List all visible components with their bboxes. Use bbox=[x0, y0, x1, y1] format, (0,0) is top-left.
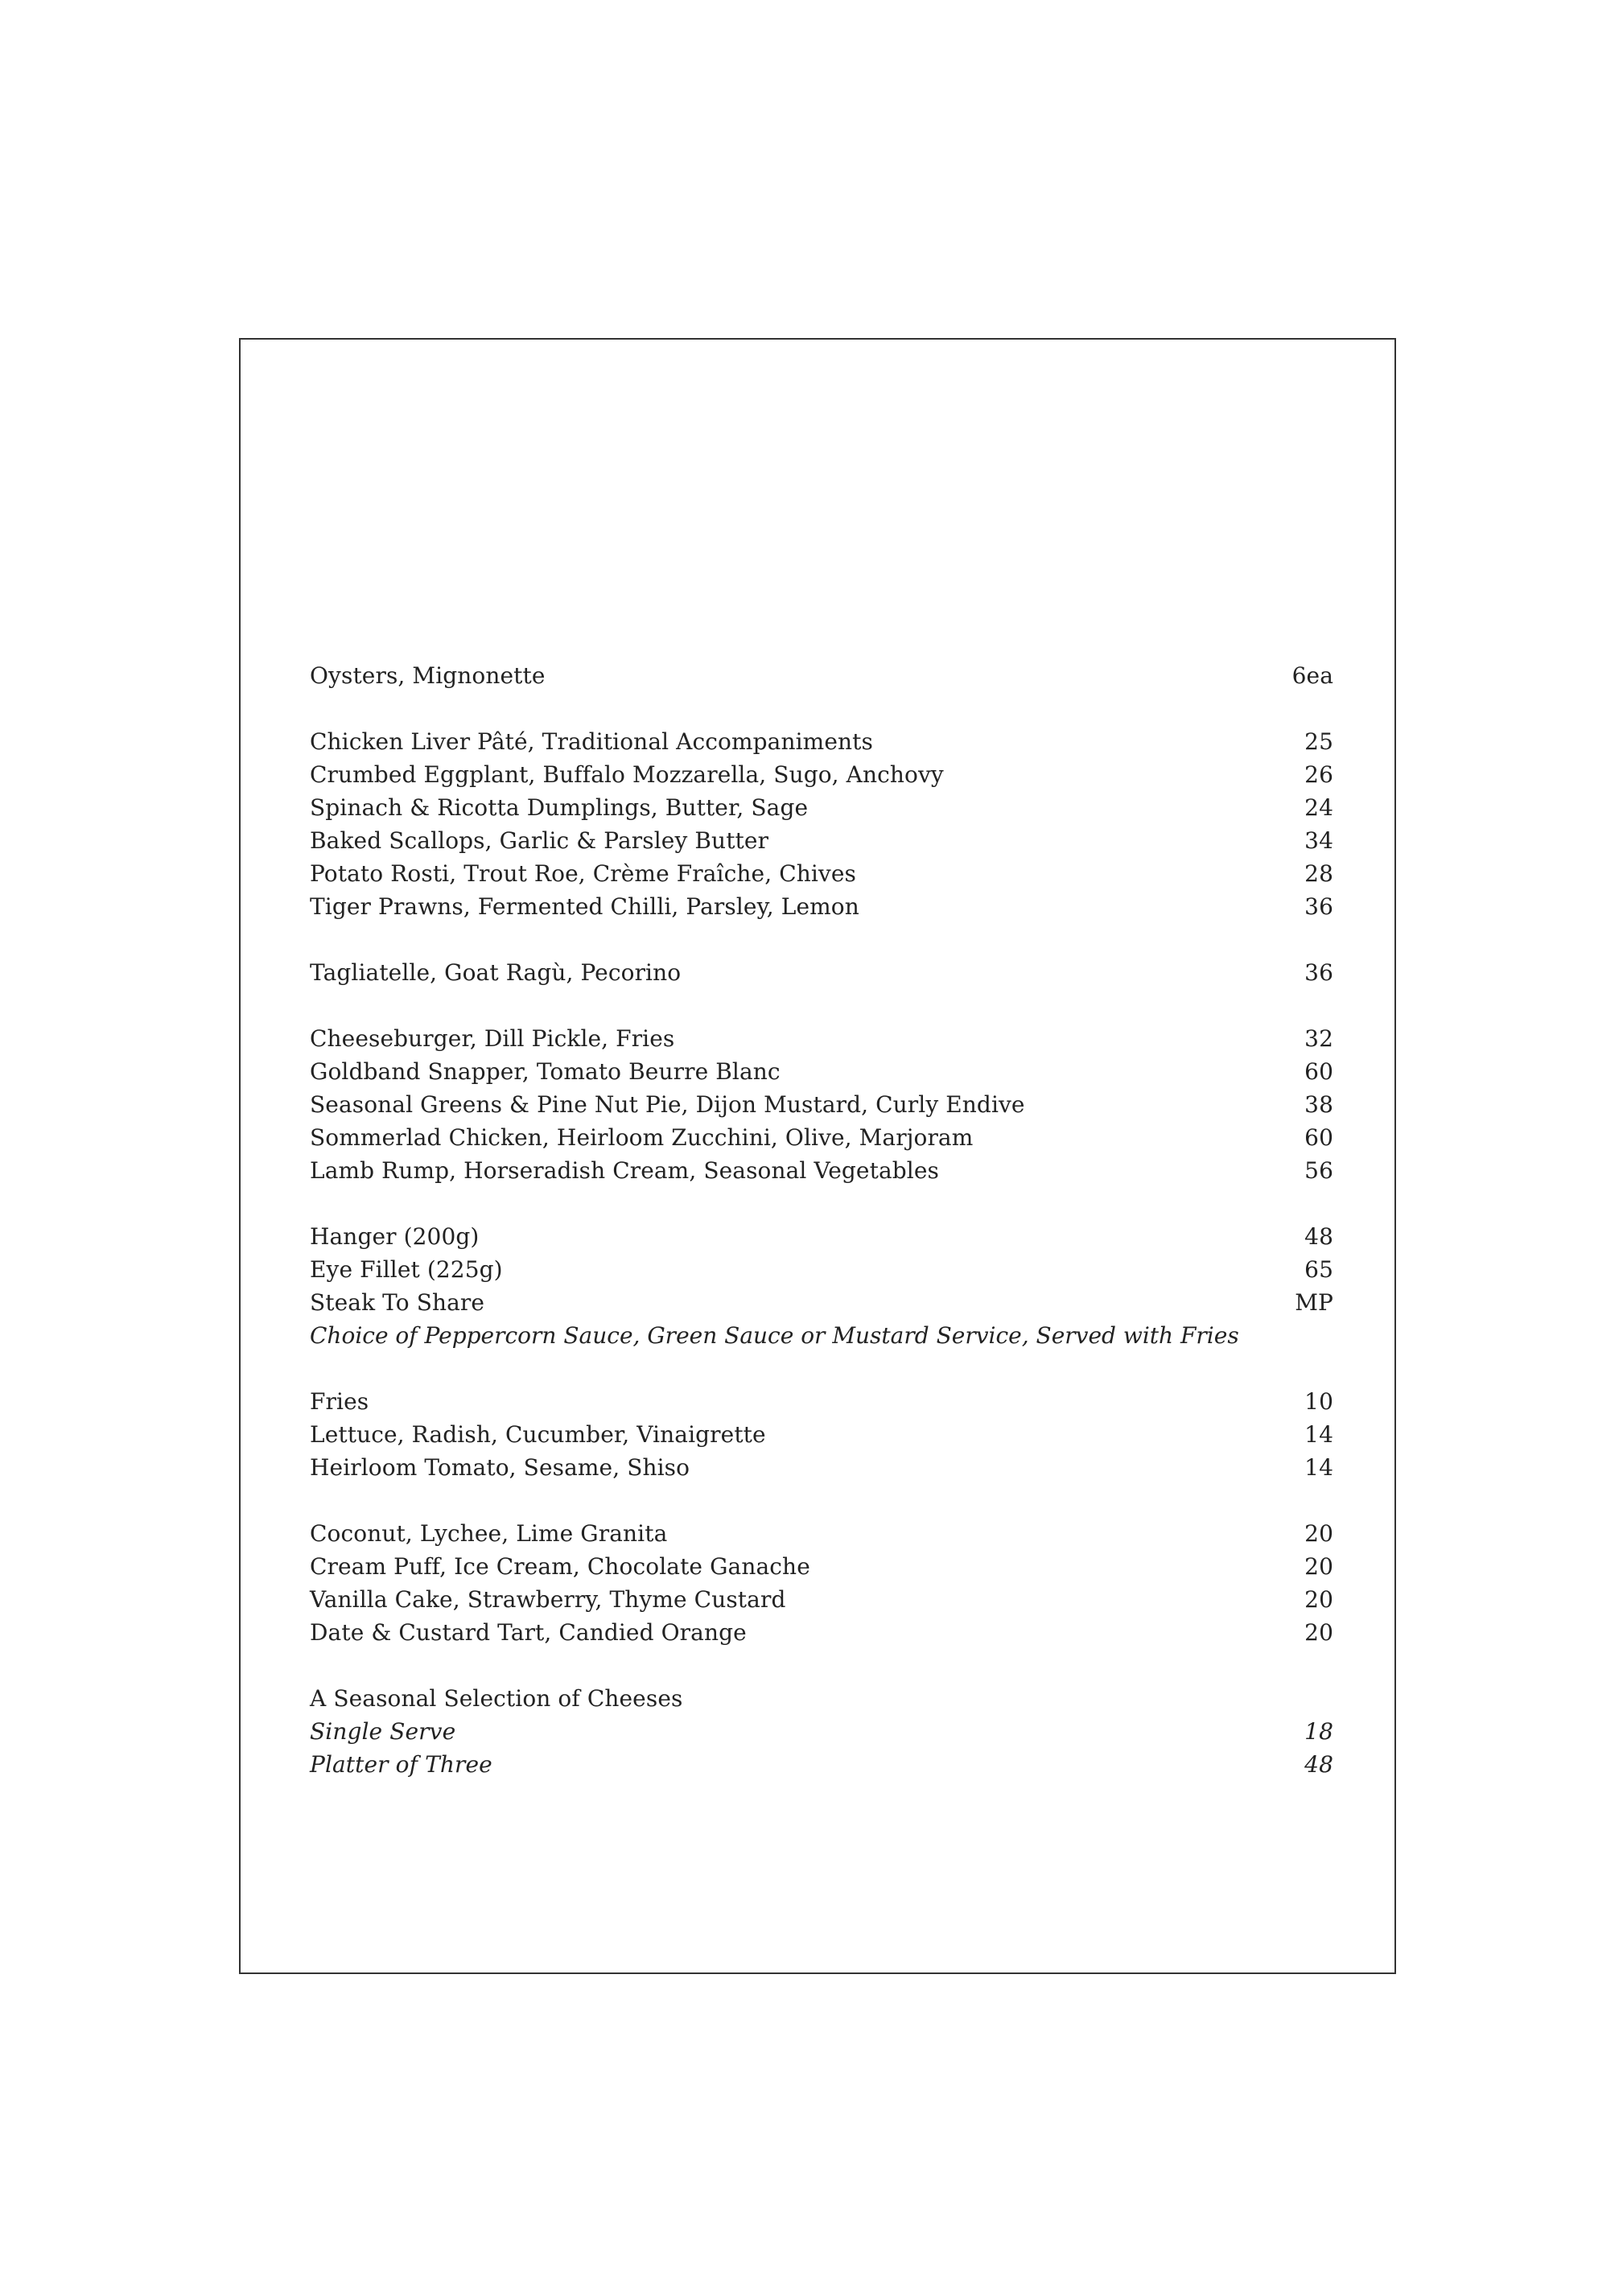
menu-item-name: Chicken Liver Pâté, Traditional Accompaniments bbox=[310, 728, 873, 755]
menu-item-price: 56 bbox=[1304, 1157, 1333, 1184]
menu-section-cheese bbox=[310, 1682, 1340, 1781]
menu-section-desserts bbox=[310, 1517, 1340, 1649]
menu-section-sides bbox=[310, 1385, 1340, 1484]
menu-item-price: 38 bbox=[1304, 1091, 1333, 1118]
menu-item-name: Eye Fillet (225g) bbox=[310, 1256, 503, 1283]
menu-section-oysters bbox=[310, 659, 1340, 692]
menu-item-name: Tiger Prawns, Fermented Chilli, Parsley, Lemon bbox=[310, 893, 859, 920]
menu-item bbox=[310, 1022, 1340, 1055]
menu-item-name: Vanilla Cake, Strawberry, Thyme Custard bbox=[310, 1586, 786, 1613]
cheese-heading bbox=[310, 1682, 1340, 1715]
menu-item-name: Cheeseburger, Dill Pickle, Fries bbox=[310, 1025, 675, 1052]
menu-item-price: 14 bbox=[1304, 1421, 1333, 1448]
menu-item bbox=[310, 1517, 1340, 1550]
menu-item-price: 34 bbox=[1304, 827, 1333, 854]
menu-body bbox=[310, 659, 1340, 1781]
menu-item-name: Crumbed Eggplant, Buffalo Mozzarella, Sugo, Anchovy bbox=[310, 761, 944, 788]
menu-item-price: 36 bbox=[1304, 959, 1333, 986]
menu-item bbox=[310, 1253, 1340, 1286]
menu-item-price: MP bbox=[1295, 1289, 1333, 1316]
menu-item-name: Oysters, Mignonette bbox=[310, 662, 546, 689]
steak-sauce-note: Choice of Peppercorn Sauce, Green Sauce or Mustard Service, Served with Fries bbox=[310, 1322, 1239, 1349]
menu-section-starters bbox=[310, 725, 1340, 923]
menu-item-name: Goldband Snapper, Tomato Beurre Blanc bbox=[310, 1058, 781, 1085]
menu-item-price: 18 bbox=[1304, 1718, 1333, 1745]
menu-item bbox=[310, 1385, 1340, 1418]
menu-item-name: Tagliatelle, Goat Ragù, Pecorino bbox=[310, 959, 682, 986]
menu-item bbox=[310, 758, 1340, 791]
menu-item-price: 20 bbox=[1304, 1586, 1333, 1613]
menu-item bbox=[310, 1121, 1340, 1154]
menu-item-price: 28 bbox=[1304, 860, 1333, 887]
menu-item-name: Lettuce, Radish, Cucumber, Vinaigrette bbox=[310, 1421, 766, 1448]
menu-item-name: Date & Custard Tart, Candied Orange bbox=[310, 1619, 747, 1646]
menu-item bbox=[310, 1055, 1340, 1088]
menu-item bbox=[310, 1583, 1340, 1616]
menu-item-name: Heirloom Tomato, Sesame, Shiso bbox=[310, 1454, 690, 1481]
menu-section-pasta bbox=[310, 956, 1340, 989]
menu-section-mains bbox=[310, 1022, 1340, 1187]
menu-item-price: 36 bbox=[1304, 893, 1333, 920]
menu-section-steaks bbox=[310, 1220, 1340, 1352]
menu-item-name: Fries bbox=[310, 1388, 369, 1415]
menu-item bbox=[310, 1451, 1340, 1484]
menu-item-price: 20 bbox=[1304, 1520, 1333, 1547]
menu-item-name: Hanger (200g) bbox=[310, 1223, 480, 1250]
menu-item-name: Steak To Share bbox=[310, 1289, 485, 1316]
menu-item-price: 26 bbox=[1304, 761, 1333, 788]
menu-item-price: 60 bbox=[1304, 1058, 1333, 1085]
menu-item-name: Sommerlad Chicken, Heirloom Zucchini, Olive, Marjoram bbox=[310, 1124, 974, 1151]
menu-item bbox=[310, 1286, 1340, 1319]
menu-item-name: Lamb Rump, Horseradish Cream, Seasonal Vegetables bbox=[310, 1157, 939, 1184]
menu-item-price: 20 bbox=[1304, 1553, 1333, 1580]
menu-item bbox=[310, 956, 1340, 989]
menu-item-price: 48 bbox=[1304, 1751, 1333, 1778]
menu-item bbox=[310, 1715, 1340, 1748]
menu-item-price: 25 bbox=[1304, 728, 1333, 755]
menu-item-name: Single Serve bbox=[310, 1718, 456, 1745]
menu-item-price: 20 bbox=[1304, 1619, 1333, 1646]
menu-item-price: 14 bbox=[1304, 1454, 1333, 1481]
menu-item-name: Baked Scallops, Garlic & Parsley Butter bbox=[310, 827, 769, 854]
menu-item-price: 6ea bbox=[1291, 662, 1333, 689]
menu-item bbox=[310, 857, 1340, 890]
menu-item-price: 65 bbox=[1304, 1256, 1333, 1283]
menu-item-name: Potato Rosti, Trout Roe, Crème Fraîche, Chives bbox=[310, 860, 856, 887]
menu-item bbox=[310, 890, 1340, 923]
menu-item bbox=[310, 1154, 1340, 1187]
menu-item bbox=[310, 1418, 1340, 1451]
menu-item-price: 60 bbox=[1304, 1124, 1333, 1151]
menu-item-price: 48 bbox=[1304, 1223, 1333, 1250]
menu-item bbox=[310, 1616, 1340, 1649]
menu-item-name: Platter of Three bbox=[310, 1751, 492, 1778]
menu-item-price: 24 bbox=[1304, 794, 1333, 821]
menu-item bbox=[310, 1088, 1340, 1121]
menu-item bbox=[310, 1550, 1340, 1583]
menu-item bbox=[310, 659, 1340, 692]
menu-item-name: Spinach & Ricotta Dumplings, Butter, Sage bbox=[310, 794, 809, 821]
menu-item bbox=[310, 725, 1340, 758]
cheese-title: A Seasonal Selection of Cheeses bbox=[310, 1685, 683, 1712]
menu-item bbox=[310, 824, 1340, 857]
menu-item-name: Coconut, Lychee, Lime Granita bbox=[310, 1520, 668, 1547]
menu-item bbox=[310, 1748, 1340, 1781]
menu-item-price: 32 bbox=[1304, 1025, 1333, 1052]
menu-item-price: 10 bbox=[1304, 1388, 1333, 1415]
menu-item bbox=[310, 1220, 1340, 1253]
menu-item-name: Cream Puff, Ice Cream, Chocolate Ganache bbox=[310, 1553, 810, 1580]
menu-item-name: Seasonal Greens & Pine Nut Pie, Dijon Mustard, Curly Endive bbox=[310, 1091, 1025, 1118]
menu-item bbox=[310, 791, 1340, 824]
